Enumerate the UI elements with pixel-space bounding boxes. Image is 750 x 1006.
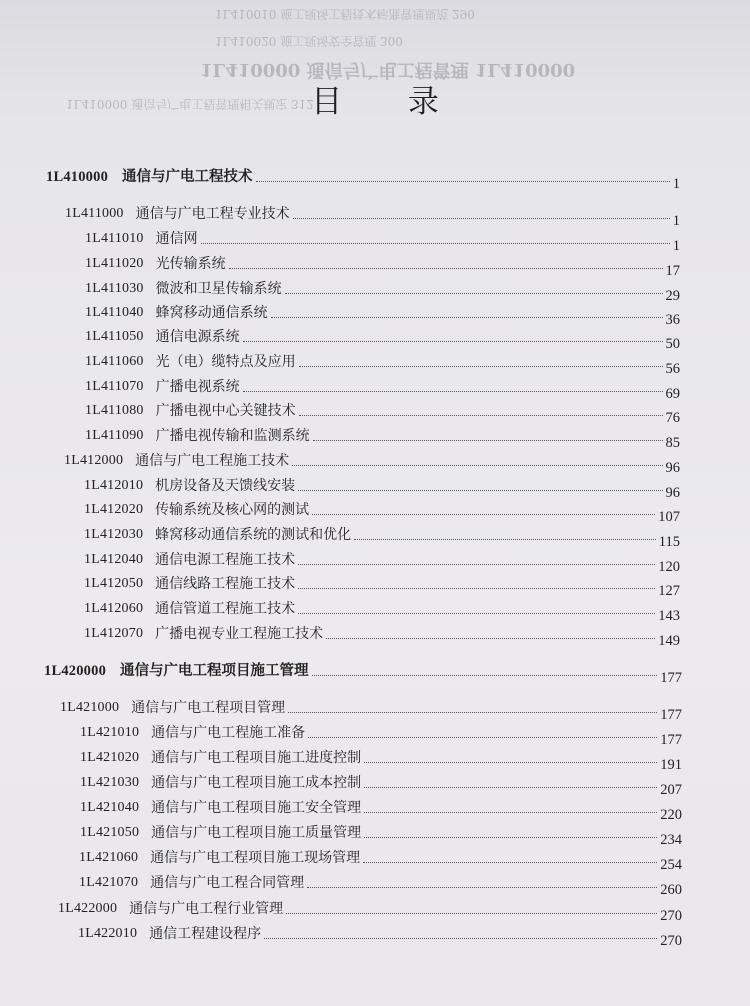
toc-page-number: 36 [665, 312, 680, 328]
leader-dots [312, 514, 655, 515]
toc-page-number: 29 [665, 288, 680, 304]
toc-page-number: 220 [660, 807, 682, 823]
toc-code: 1L411020 [85, 256, 144, 271]
toc-code: 1L420000 [44, 663, 107, 679]
leader-dots [312, 675, 658, 676]
toc-title: 广播电视中心关键技术 [155, 403, 296, 419]
toc-page-number: 85 [665, 435, 680, 451]
toc-entry [85, 378, 680, 402]
toc-title: 通信工程建设程序 [149, 926, 262, 942]
toc-entry [46, 168, 680, 192]
toc-title: 广播电视专业工程施工技术 [155, 626, 324, 642]
leader-dots [285, 293, 663, 294]
toc-page-number: 260 [660, 882, 682, 898]
bleed-line: 1L410000 通信与广电工程管理 1L410000 [200, 59, 576, 80]
toc-entry [84, 526, 680, 550]
toc-page-number: 177 [660, 707, 682, 723]
toc-title: 广播电视系统 [155, 379, 240, 395]
toc-title: 通信与广电工程技术 [122, 169, 253, 185]
leader-dots [201, 243, 670, 244]
toc-page-number: 107 [658, 509, 680, 525]
toc-code: 1L421020 [80, 750, 140, 765]
toc-code: 1L410000 [46, 169, 109, 185]
leader-dots [299, 366, 663, 367]
toc-title: 通信与广电工程施工技术 [135, 453, 290, 469]
leader-dots [364, 762, 657, 763]
toc-page-number: 1 [672, 213, 680, 229]
toc-code: 1L411070 [85, 379, 144, 394]
toc-title: 通信与广电工程合同管理 [150, 875, 305, 891]
toc-page-number: 120 [658, 559, 680, 575]
toc-entry [79, 849, 682, 873]
toc-entry [85, 328, 680, 352]
leader-dots [286, 913, 657, 914]
toc-title: 光传输系统 [155, 256, 226, 272]
toc-entry [85, 402, 680, 426]
toc-code: 1L412020 [84, 502, 144, 517]
toc-title: 光（电）缆特点及应用 [155, 354, 296, 370]
toc-page-number: 50 [665, 336, 680, 352]
toc-page-number: 96 [665, 485, 680, 501]
toc-entry [80, 799, 682, 823]
toc-code: 1L412040 [84, 552, 144, 567]
leader-dots [298, 588, 655, 589]
toc-title: 通信与广电工程项目施工管理 [120, 663, 309, 679]
toc-title: 通信与广电工程专业技术 [135, 206, 290, 222]
toc-code: 1L421070 [79, 875, 139, 890]
toc-code: 1L411030 [85, 281, 144, 296]
leader-dots [364, 812, 657, 813]
toc-title: 通信与广电工程项目施工安全管理 [151, 800, 362, 816]
toc-title: 通信管道工程施工技术 [155, 601, 296, 617]
toc-page-number: 270 [660, 908, 682, 924]
toc-entry [80, 724, 682, 748]
leader-dots [298, 490, 662, 491]
toc-code: 1L411040 [85, 305, 144, 320]
toc-code: 1L412000 [64, 453, 124, 468]
toc-code: 1L421000 [60, 700, 120, 715]
toc-entry [84, 551, 680, 575]
leader-dots [326, 638, 655, 639]
toc-code: 1L412030 [84, 527, 144, 542]
toc-title: 通信电源系统 [155, 329, 240, 345]
leader-dots [293, 218, 670, 219]
toc-title: 通信与广电工程项目施工现场管理 [150, 850, 361, 866]
toc-code: 1L412070 [84, 626, 144, 641]
toc-code: 1L422010 [78, 926, 138, 941]
toc-title: 通信与广电工程行业管理 [129, 901, 284, 917]
toc-page-number: 56 [665, 361, 680, 377]
toc-title: 通信电源工程施工技术 [155, 552, 296, 568]
toc-code: 1L412010 [84, 478, 144, 493]
toc-entry [80, 774, 682, 798]
toc-code: 1L421040 [80, 800, 140, 815]
toc-entry [58, 900, 682, 924]
toc-code: 1L411050 [85, 329, 144, 344]
toc-page-number: 149 [658, 633, 680, 649]
toc-page-number: 96 [665, 460, 680, 476]
leader-dots [288, 712, 657, 713]
toc-entry [85, 353, 680, 377]
leader-dots [271, 317, 663, 318]
toc-entry [85, 304, 680, 328]
toc-entry [85, 255, 680, 279]
leader-dots [298, 613, 655, 614]
toc-page-number: 270 [660, 933, 682, 949]
toc-code: 1L411060 [85, 354, 144, 369]
toc-page-number: 1 [672, 176, 680, 192]
toc-title: 通信与广电工程项目施工进度控制 [151, 750, 362, 766]
toc-title: 蜂窝移动通信系统 [155, 305, 268, 321]
toc-code: 1L421050 [80, 825, 140, 840]
toc-code: 1L412050 [84, 576, 144, 591]
toc-page-number: 69 [665, 386, 680, 402]
toc-page-number: 17 [665, 263, 680, 279]
toc-title: 通信网 [155, 231, 198, 247]
toc-entry [80, 824, 682, 848]
leader-dots [298, 564, 655, 565]
leader-dots [354, 539, 656, 540]
toc-code: 1L421060 [79, 850, 139, 865]
toc-entry [80, 749, 682, 773]
leader-dots [363, 862, 657, 863]
toc-page-number: 177 [660, 732, 682, 748]
toc-entry [84, 575, 680, 599]
leader-dots [229, 268, 663, 269]
bleed-line: 1L410000 通信与广电工程管理相关规定 312 [66, 97, 314, 111]
toc-title: 通信与广电工程项目管理 [131, 700, 286, 716]
leader-dots [308, 737, 657, 738]
toc-page-number: 254 [660, 857, 682, 873]
toc-page-number: 177 [660, 670, 682, 686]
page-title: 目 录 [311, 84, 467, 120]
leader-dots [364, 787, 657, 788]
toc-page-number: 143 [658, 608, 680, 624]
toc-title: 传输系统及核心网的测试 [155, 502, 310, 518]
toc-code: 1L422000 [58, 901, 118, 916]
toc-entry [85, 230, 680, 254]
leader-dots [307, 887, 657, 888]
leader-dots [256, 181, 670, 182]
toc-code: 1L411080 [85, 403, 144, 418]
toc-title: 广播电视传输和监测系统 [155, 428, 310, 444]
toc-page-number: 191 [660, 757, 682, 773]
toc-code: 1L421030 [80, 775, 140, 790]
toc-page-number: 76 [665, 410, 680, 426]
toc-title: 通信与广电工程施工准备 [151, 725, 306, 741]
toc-page-number: 207 [660, 782, 682, 798]
toc-entry [84, 477, 680, 501]
toc-page-number: 127 [658, 583, 680, 599]
toc-title: 微波和卫星传输系统 [155, 281, 282, 297]
leader-dots [243, 341, 663, 342]
toc-entry [85, 280, 680, 304]
toc-entry [84, 625, 680, 649]
toc-page-number: 1 [672, 238, 680, 254]
leader-dots [364, 837, 657, 838]
toc-code: 1L412060 [84, 601, 144, 616]
toc-title: 通信与广电工程项目施工成本控制 [151, 775, 362, 791]
leader-dots [292, 465, 662, 466]
toc-code: 1L421010 [80, 725, 140, 740]
toc-entry [64, 452, 680, 476]
toc-entry [44, 662, 682, 686]
toc-title: 机房设备及天馈线安装 [155, 478, 296, 494]
toc-title: 通信线路工程施工技术 [155, 576, 296, 592]
toc-entry [60, 699, 682, 723]
leader-dots [243, 391, 663, 392]
toc-code: 1L411010 [85, 231, 144, 246]
toc-entry [65, 205, 680, 229]
leader-dots [313, 440, 663, 441]
toc-entry [84, 501, 680, 525]
toc-title: 蜂窝移动通信系统的测试和优化 [155, 527, 352, 543]
leader-dots [264, 938, 657, 939]
toc-page-number: 234 [660, 832, 682, 848]
toc-entry [85, 427, 680, 451]
leader-dots [299, 415, 663, 416]
toc-page-number: 115 [658, 534, 680, 550]
toc-title: 通信与广电工程项目施工质量管理 [151, 825, 362, 841]
toc-entry [79, 874, 682, 898]
toc-entry [84, 600, 680, 624]
toc-code: 1L411000 [65, 206, 124, 221]
bleed-line: 1L410010 施工现场工程技术标准管理规范 290 [215, 7, 475, 21]
toc-entry [78, 925, 682, 949]
bleed-line: 1L410020 施工现场安全管理 300 [215, 34, 403, 48]
toc-code: 1L411090 [85, 428, 144, 443]
